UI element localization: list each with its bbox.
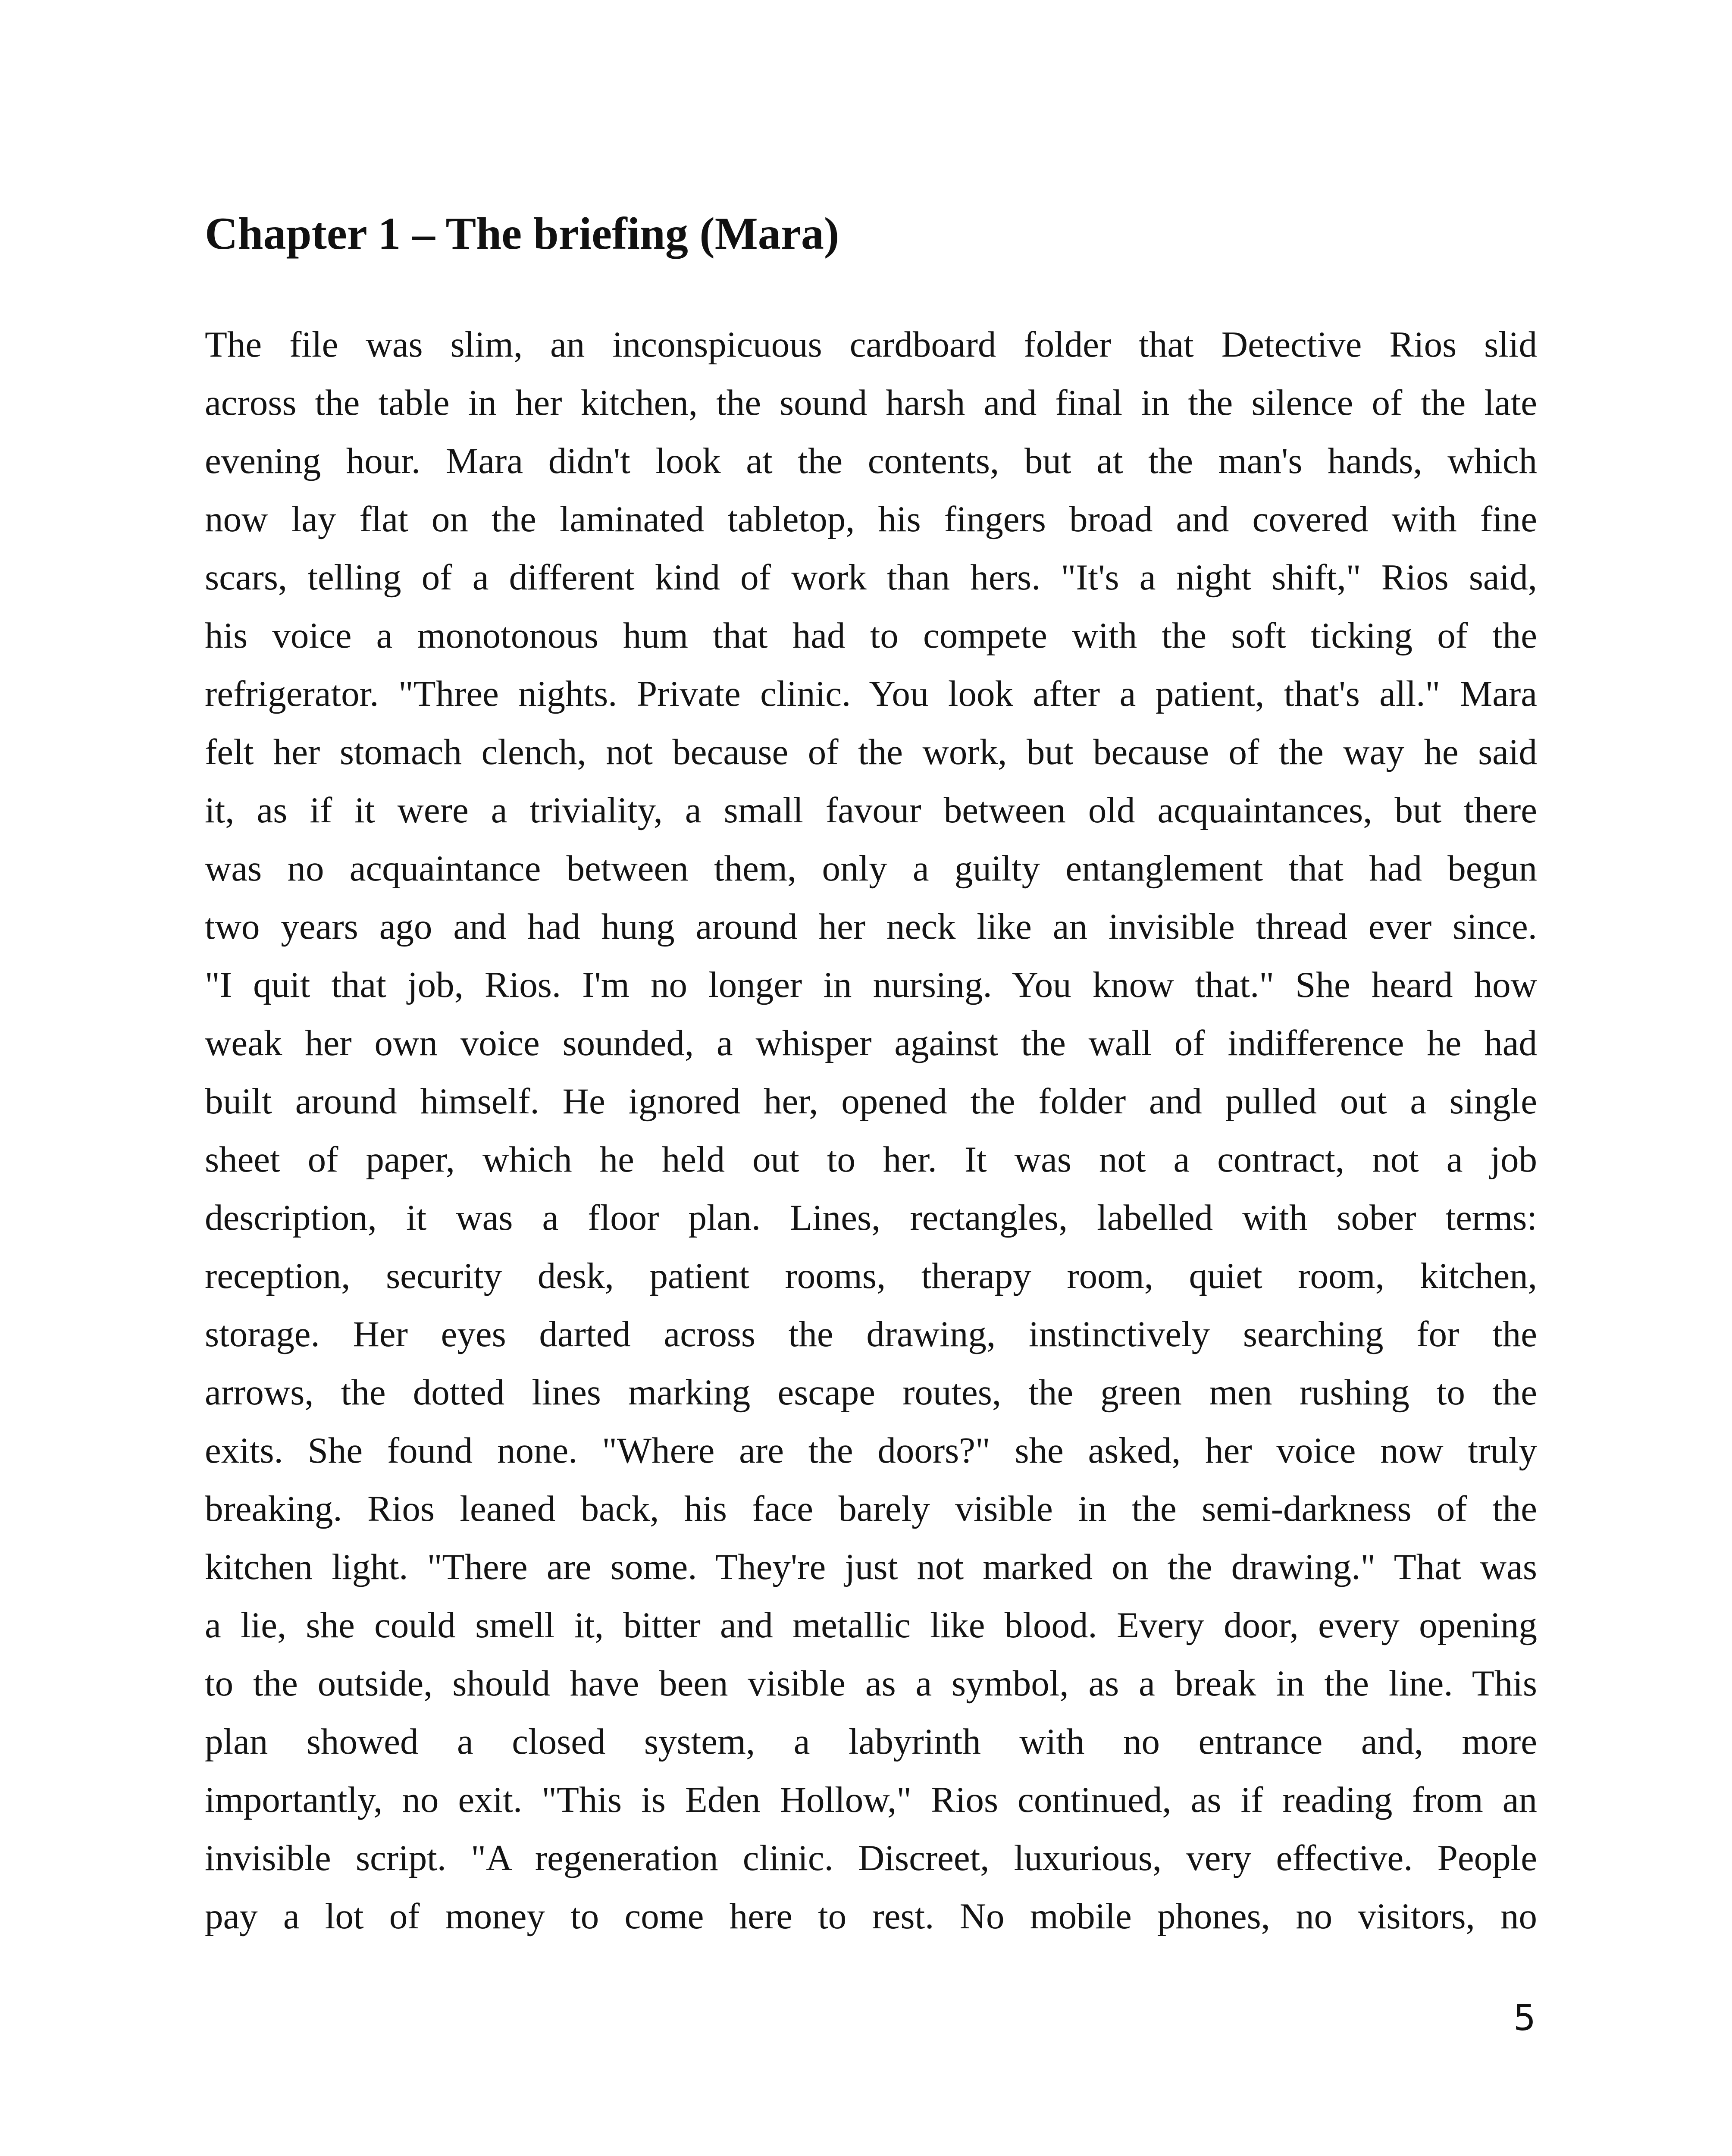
body-line: refrigerator. "Three nights. Private clinic. You look after a patient, that's all." Mara [205, 674, 1537, 714]
page-number: 5 [1513, 1998, 1536, 2039]
body-line: The file was slim, an inconspicuous cardboard folder that Detective Rios slid [205, 324, 1537, 365]
chapter-title: Chapter 1 – The briefing (Mara) [205, 208, 839, 259]
body-line: storage. Her eyes darted across the drawing, instinctively searching for the [205, 1314, 1537, 1354]
body-line: to the outside, should have been visible as a symbol, as a break in the line. This [205, 1663, 1537, 1704]
body-line: description, it was a floor plan. Lines, rectangles, labelled with sober terms: [205, 1197, 1537, 1238]
body-line: built around himself. He ignored her, opened the folder and pulled out a single [205, 1081, 1537, 1122]
body-line: evening hour. Mara didn't look at the contents, but at the man's hands, which [205, 441, 1537, 481]
body-line: sheet of paper, which he held out to her. It was not a contract, not a job [205, 1139, 1537, 1180]
body-line: pay a lot of money to come here to rest. No mobile phones, no visitors, no [205, 1896, 1537, 1937]
body-line: invisible script. "A regeneration clinic. Discreet, luxurious, very effective. People [205, 1838, 1537, 1878]
body-paragraph [205, 316, 1537, 1946]
body-line: it, as if it were a triviality, a small favour between old acquaintances, but there [205, 790, 1537, 830]
body-line: felt her stomach clench, not because of the work, but because of the way he said [205, 732, 1537, 772]
body-line: reception, security desk, patient rooms, therapy room, quiet room, kitchen, [205, 1256, 1537, 1296]
body-line: importantly, no exit. "This is Eden Hollow," Rios continued, as if reading from an [205, 1780, 1537, 1820]
body-line: across the table in her kitchen, the sound harsh and final in the silence of the late [205, 382, 1537, 423]
body-line: arrows, the dotted lines marking escape routes, the green men rushing to the [205, 1372, 1537, 1413]
body-line: "I quit that job, Rios. I'm no longer in nursing. You know that." She heard how [205, 965, 1537, 1005]
body-line: weak her own voice sounded, a whisper against the wall of indifference he had [205, 1023, 1537, 1063]
body-line: exits. She found none. "Where are the doors?" she asked, her voice now truly [205, 1430, 1537, 1471]
body-line: was no acquaintance between them, only a guilty entanglement that had begun [205, 848, 1537, 889]
body-line: scars, telling of a different kind of work than hers. "It's a night shift," Rios said, [205, 557, 1537, 598]
body-line: plan showed a closed system, a labyrinth with no entrance and, more [205, 1721, 1537, 1762]
body-line: kitchen light. "There are some. They're just not marked on the drawing." That was [205, 1547, 1537, 1587]
body-line: a lie, she could smell it, bitter and metallic like blood. Every door, every opening [205, 1605, 1537, 1645]
body-line: breaking. Rios leaned back, his face barely visible in the semi-darkness of the [205, 1489, 1537, 1529]
body-line: two years ago and had hung around her neck like an invisible thread ever since. [205, 906, 1537, 947]
body-line: his voice a monotonous hum that had to compete with the soft ticking of the [205, 615, 1537, 656]
body-line: now lay flat on the laminated tabletop, his fingers broad and covered with fine [205, 499, 1537, 539]
